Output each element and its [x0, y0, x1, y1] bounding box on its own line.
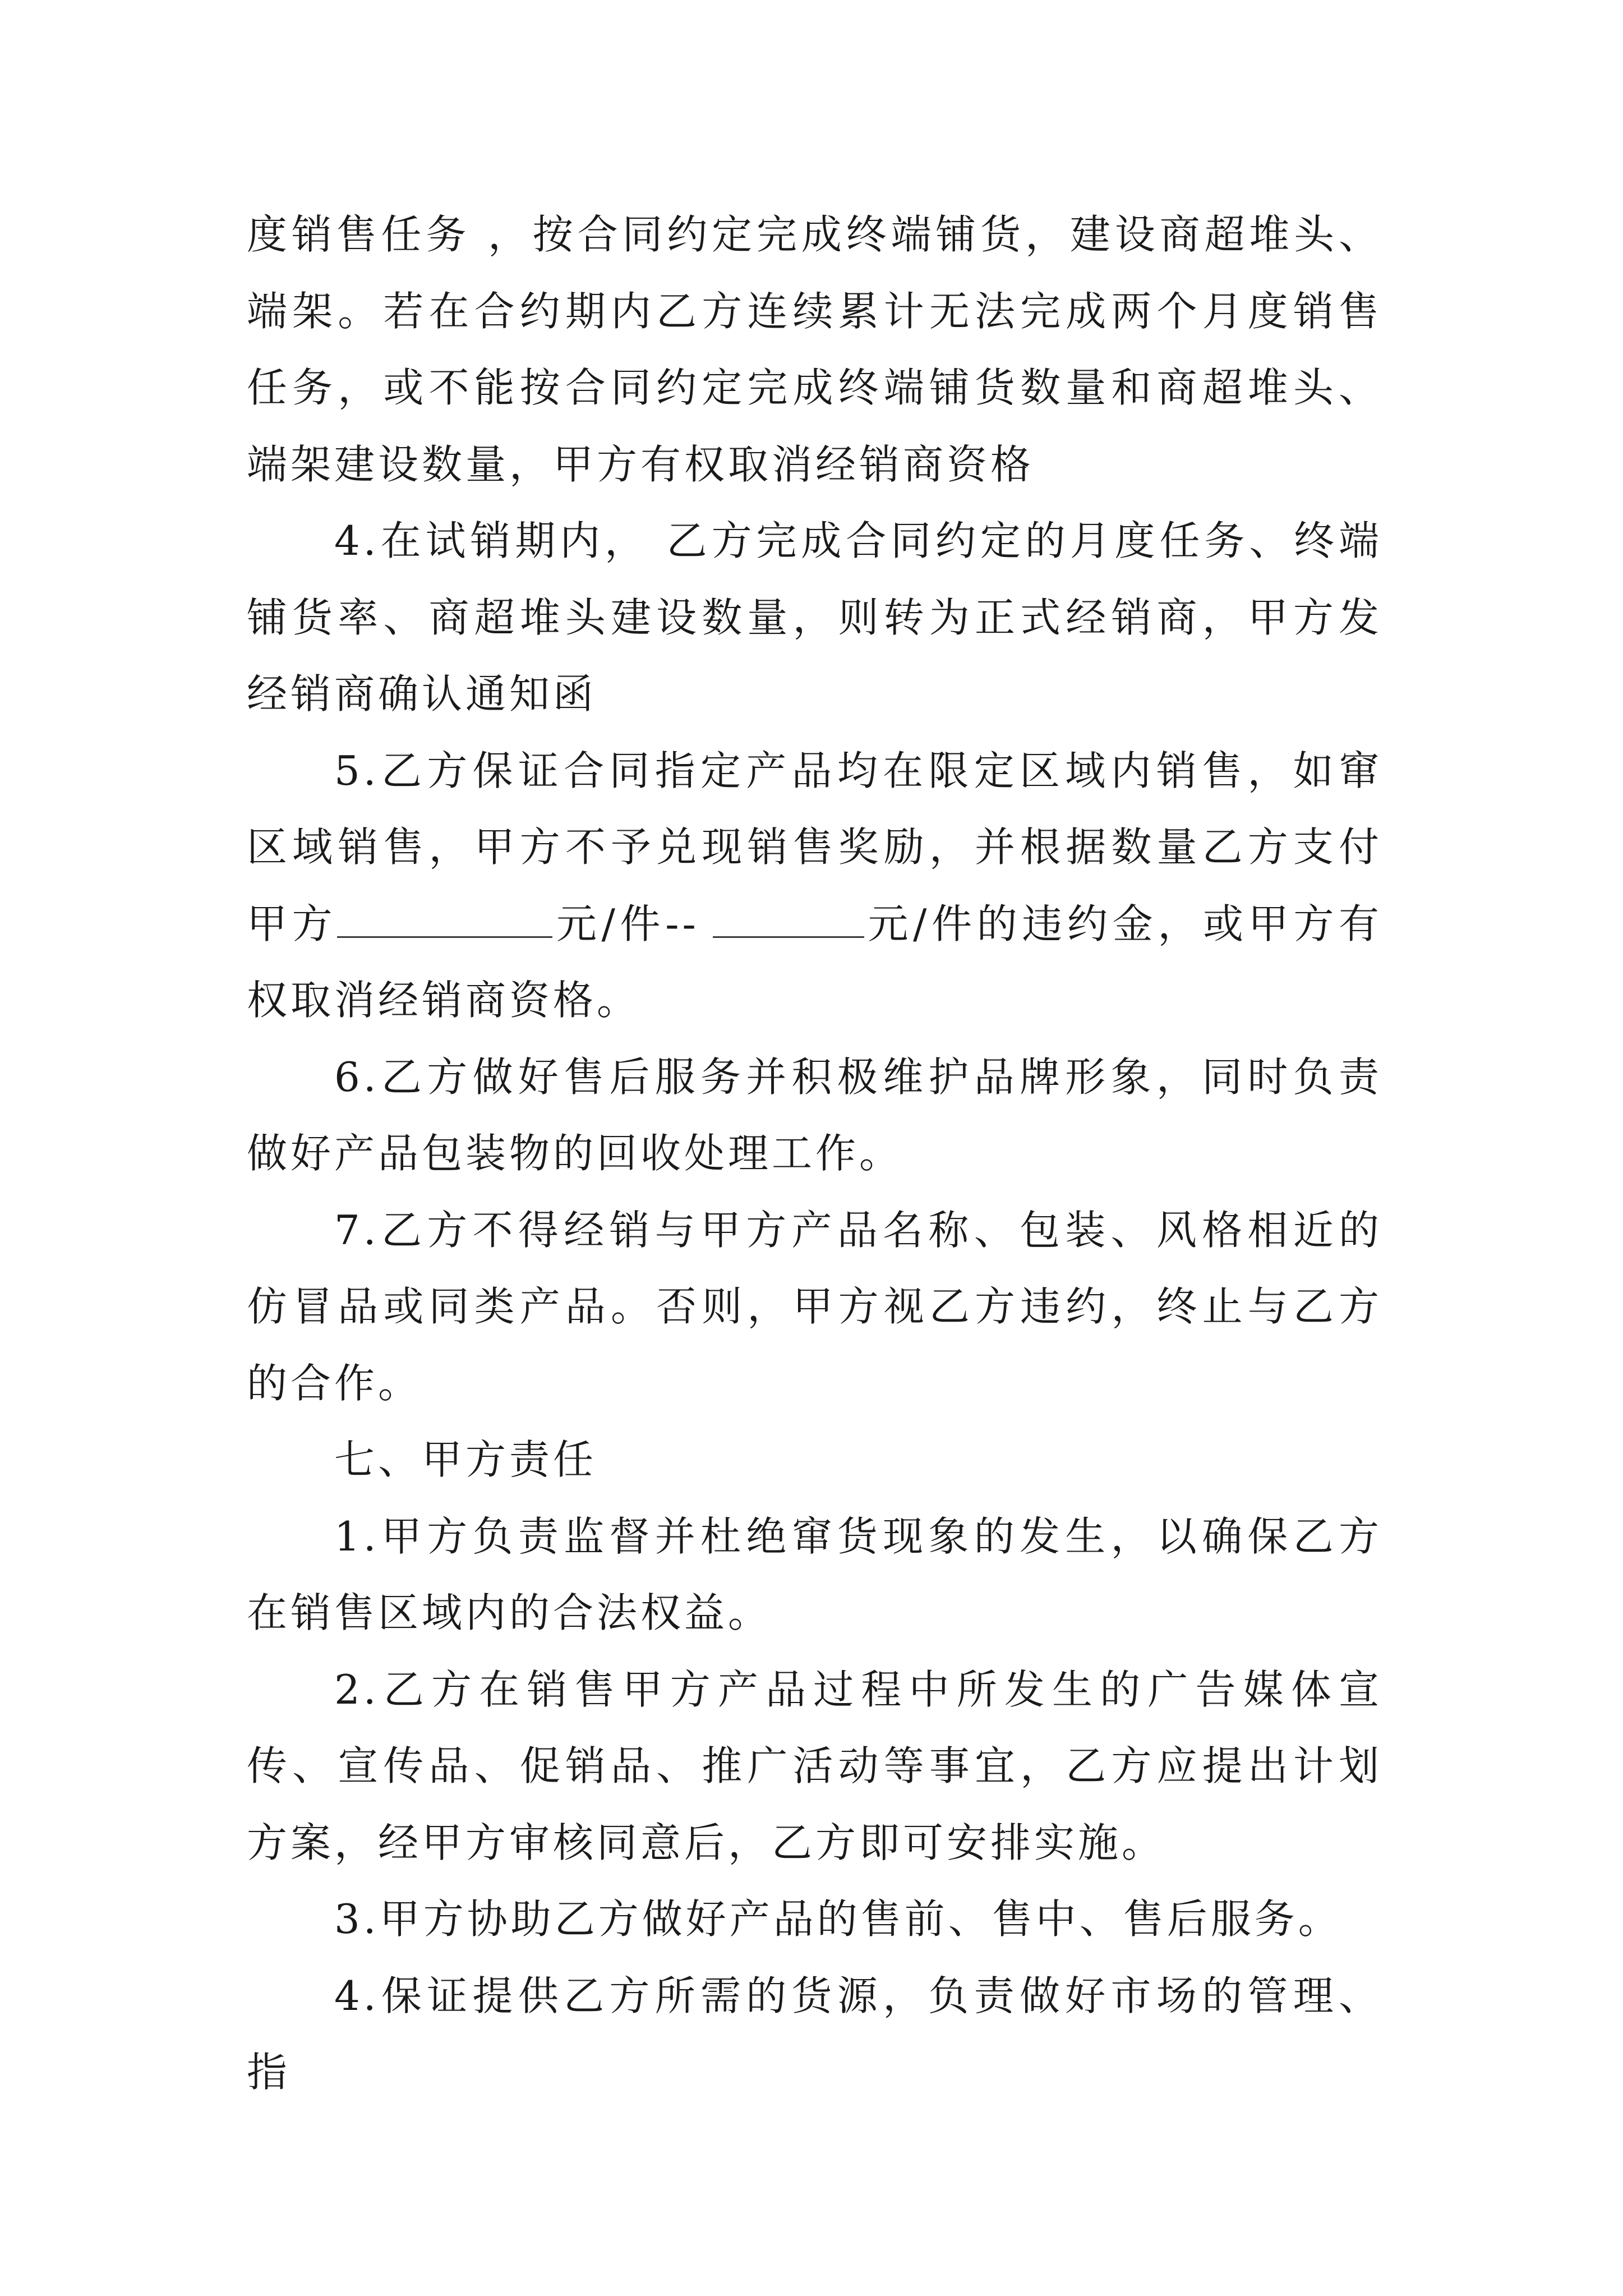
fill-in-blank-amount-2[interactable] [713, 903, 864, 938]
clause-7-3: 3.甲方协助乙方做好产品的售前、售中、售后服务。 [334, 1895, 1342, 1943]
clause-6-7-counterfeits: 7.乙方不得经销与甲方产品名称、包装、风格相近的仿冒品或同类产品。否则，甲方视乙方违约，终止与乙方的合作。 [247, 1206, 1382, 1407]
clause-unit-text: 元/件-- [555, 900, 699, 947]
clause-text-after-blank: 元/件的违约金，或甲方有权取消经销商资格。 [247, 900, 1382, 1024]
clause-7-1: 1.甲方负责监督并杜绝窜货现象的发生，以确保乙方在销售区域内的合法权益。 [247, 1512, 1382, 1636]
clause-6-4-trial-sales: 4.在试销期内， 乙方完成合同约定的月度任务、终端铺货率、商超堆头建设数量，则转为正式经销商，甲方发经销商确认通知函 [247, 517, 1382, 717]
document-body [247, 196, 1382, 2111]
clause-7-2: 2.乙方在销售甲方产品过程中所发生的广告媒体宣传、宣传品、促销品、推广活动等事宜，乙方应提出计划方案，经甲方审核同意后，乙方即可安排实施。 [247, 1665, 1382, 1866]
paragraph-continuation: 度销售任务 ，按合同约定完成终端铺货，建设商超堆头、端架。若在合约期内乙方连续累计无法完成两个月度销售任务，或不能按合同约定完成终端铺货数量和商超堆头、端架建设数量，甲方有权取消经销商资格 [247, 211, 1382, 488]
clause-7-4: 4.保证提供乙方所需的货源，负责做好市场的管理、指 [247, 1972, 1382, 2096]
fill-in-blank-amount-1[interactable] [337, 903, 552, 938]
section-heading-party-a-responsibilities: 七、甲方责任 [334, 1436, 597, 1483]
clause-text-before-blank: 5.乙方保证合同指定产品均在限定区域内销售，如窜区域销售，甲方不予兑现销售奖励，并根据数量乙方支付甲方 [247, 747, 1382, 947]
clause-6-5-territory [247, 733, 1382, 1039]
clause-6-6-after-sales: 6.乙方做好售后服务并积极维护品牌形象，同时负责做好产品包装物的回收处理工作。 [247, 1053, 1382, 1177]
